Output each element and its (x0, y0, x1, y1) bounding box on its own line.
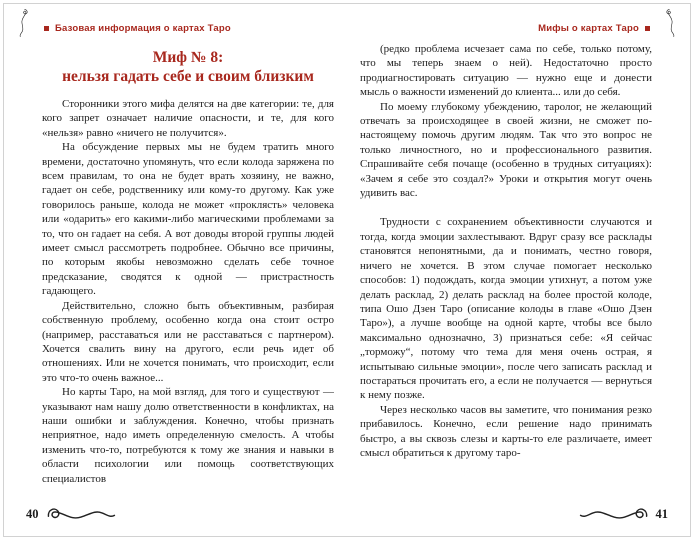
paragraph: Сторонники этого мифа делятся на две категории: те, для кого запрет означает наличие опасности, и те, для кого «нельзя» равно «ничего не получится». (42, 98, 334, 139)
paragraph: Действительно, сложно быть объективным, разбирая собственную проблему, особенно когда она стоит остро (например, расставаться или не расставаться с партнером). Хочется свалить вину на другого, если речь идет об отношениях. Или не хочется понимать, что происходит, если это что-то очень важное... (42, 299, 334, 384)
page-footer (26, 505, 668, 524)
page-number: 40 (26, 507, 39, 521)
right-header-text: Мифы о картах Таро (538, 23, 639, 34)
paragraph: Трудности с сохранением объективности случаются и тогда, когда эмоции захлестывают. Вдруг сразу все расклады становятся непонятными, да и понимать, честно говоря, ничего не хочется. В этом случае помогает несколько способов: 1) подождать, когда эмоции утихнут, а потом уже делать расклад, 2) делать расклад на более простой колоде, типа Ошо Дзен Таро (описание колоды в главе «Ошо Дзен Таро»), а лучше вообще на одной карте, чтобы все было максимально однозначно, 3) признаться себе: «Я сейчас „торможу“, потому что тема для меня очень острая, я испытываю сильные эмоции», после чего записать расклад и постараться прочитать его, а если не получается — вернуться к нему позже. (360, 216, 652, 402)
right-page (360, 42, 652, 498)
left-page (42, 42, 334, 498)
paragraph: По моему глубокому убеждению, таролог, не желающий отвечать за происходящее в своей жизни, не сможет по-настоящему помочь другим людям. Так что это вопрос не только личностного, но и профессионального развития. Спрашивайте себя почаще (особенно в трудных ситуациях): «Зачем я себе это создал?» Уроки и открытия могут очень удивить вас. (360, 100, 652, 200)
title-line-2: нельзя гадать себе и своим близким (62, 68, 314, 85)
footer-flourish-icon (45, 505, 117, 524)
page-number: 41 (655, 507, 668, 521)
left-running-head (44, 23, 231, 34)
paragraph: (редко проблема исчезает сама по себе, только потому, что мы теперь знаем о ней). Недостаточно просто продиагностировать ситуацию — нужно еще и донести мысль о важности изменений до клиента... или до себя. (360, 43, 652, 99)
paragraph: На обсуждение первых мы не будем тратить много времени, достаточно упомянуть, что если колода заряжена по всем правилам, то она не будет врать хозяину, не важно, гадает он себе, родственнику или кому-то другому. Как уже говорилось раньше, колода не может «проклясть» человека или «одарить» его какими-либо магическими проблемами за то, что он гадает на себя. А вот доводы второй группы людей имеет смысл рассмотреть подробнее. Обычно все причины, по которым якобы невозможно сделать себе точное предсказание, сводятся к одной — пристрастность гадающего. (42, 141, 334, 298)
left-footer (26, 505, 117, 524)
section-gap (360, 200, 652, 215)
right-running-head (538, 23, 650, 34)
left-header-text: Базовая информация о картах Таро (55, 23, 231, 34)
corner-flourish-icon (654, 6, 689, 41)
book-spread (42, 42, 652, 498)
right-footer (578, 505, 669, 524)
paragraph: Но карты Таро, на мой взгляд, для того и существуют — указывают нам нашу долю ответственности в конфликтах, на наши ошибки и заблуждения. Конечно, чтобы признать неприятное, надо иметь определенную смелость. А чтобы изменить что-то, потребуются к тому же знания и навыки в области психологии или помощь соответствующих специалистов (42, 386, 334, 485)
header-bullet-icon (44, 26, 49, 31)
paragraph: Через несколько часов вы заметите, что понимания резко прибавилось. Конечно, если решение надо принимать быстро, а вы сквозь слезы и карты-то еле различаете, имеет смысл обратиться к другому таро- (360, 403, 652, 459)
running-heads (44, 23, 650, 34)
footer-flourish-icon (578, 505, 650, 524)
title-line-1: Миф № 8: (152, 49, 224, 66)
chapter-title (42, 48, 334, 86)
header-bullet-icon (645, 26, 650, 31)
corner-flourish-icon (6, 6, 41, 41)
